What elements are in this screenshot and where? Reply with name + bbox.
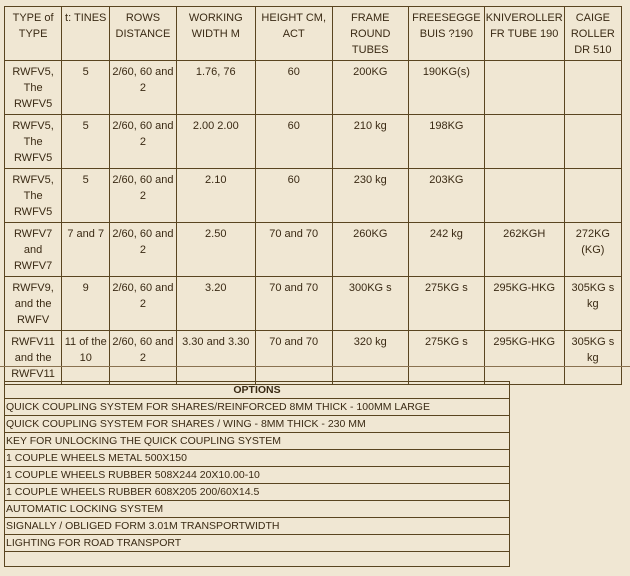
- cell-tines: 9: [62, 277, 110, 331]
- cell-freesegge: 275KG s: [409, 331, 485, 385]
- header-rows-distance: ROWS DISTANCE: [110, 7, 176, 61]
- cell-height: 60: [255, 115, 332, 169]
- cell-frame-round-tubes: 210 kg: [332, 115, 409, 169]
- list-item: [5, 501, 510, 518]
- cell-working-width: 3.30 and 3.30: [176, 331, 255, 385]
- cell-frame-round-tubes: 260KG: [332, 223, 409, 277]
- table-row: [5, 277, 622, 331]
- cell-height: 70 and 70: [255, 223, 332, 277]
- cell-frame-round-tubes: 200KG: [332, 61, 409, 115]
- option-label: KEY FOR UNLOCKING THE QUICK COUPLING SYSTEM: [5, 433, 510, 450]
- option-label: 1 COUPLE WHEELS RUBBER 508X244 20X10.00-10: [5, 467, 510, 484]
- cell-tines: 7 and 7: [62, 223, 110, 277]
- cell-type: RWFV5, The RWFV5: [5, 61, 62, 115]
- option-label: QUICK COUPLING SYSTEM FOR SHARES/REINFORCED 8MM THICK - 100MM LARGE: [5, 399, 510, 416]
- header-kniveroller: KNIVEROLLER FR TUBE 190: [484, 7, 564, 61]
- header-working-width: WORKING WIDTH M: [176, 7, 255, 61]
- cell-freesegge: 275KG s: [409, 277, 485, 331]
- options-table: [4, 381, 510, 567]
- empty-cell: [5, 552, 510, 567]
- cell-rows-distance: 2/60, 60 and 2: [110, 169, 176, 223]
- cell-kniveroller: [484, 115, 564, 169]
- header-height: HEIGHT CM, ACT: [255, 7, 332, 61]
- options-header-row: [5, 382, 510, 399]
- cell-rows-distance: 2/60, 60 and 2: [110, 331, 176, 385]
- cell-height: 60: [255, 61, 332, 115]
- option-label: 1 COUPLE WHEELS METAL 500X150: [5, 450, 510, 467]
- option-label: SIGNALLY / OBLIGED FORM 3.01M TRANSPORTWIDTH: [5, 518, 510, 535]
- cell-height: 70 and 70: [255, 331, 332, 385]
- cell-caige-roller: [564, 61, 621, 115]
- option-label: AUTOMATIC LOCKING SYSTEM: [5, 501, 510, 518]
- table-row: [5, 115, 622, 169]
- list-item: [5, 399, 510, 416]
- header-type: TYPE of TYPE: [5, 7, 62, 61]
- cell-caige-roller: 305KG s kg: [564, 277, 621, 331]
- cell-freesegge: 198KG: [409, 115, 485, 169]
- cell-kniveroller: [484, 61, 564, 115]
- cell-tines: 11 of the 10: [62, 331, 110, 385]
- cell-freesegge: 203KG: [409, 169, 485, 223]
- cell-rows-distance: 2/60, 60 and 2: [110, 61, 176, 115]
- table-row: [5, 169, 622, 223]
- cell-rows-distance: 2/60, 60 and 2: [110, 115, 176, 169]
- cell-kniveroller: [484, 169, 564, 223]
- specs-table: [4, 6, 622, 385]
- list-item: [5, 467, 510, 484]
- cell-working-width: 1.76, 76: [176, 61, 255, 115]
- cell-tines: 5: [62, 169, 110, 223]
- cell-type: RWFV7 and RWFV7: [5, 223, 62, 277]
- cell-tines: 5: [62, 61, 110, 115]
- header-tines: t: TINES: [62, 7, 110, 61]
- list-item: [5, 484, 510, 501]
- options-title: OPTIONS: [5, 382, 510, 399]
- list-item: [5, 416, 510, 433]
- table-row: [5, 61, 622, 115]
- cell-type: RWFV11 and the RWFV11: [5, 331, 62, 385]
- cell-rows-distance: 2/60, 60 and 2: [110, 223, 176, 277]
- cell-caige-roller: 272KG (KG): [564, 223, 621, 277]
- option-label: 1 COUPLE WHEELS RUBBER 608X205 200/60X14.5: [5, 484, 510, 501]
- cell-frame-round-tubes: 230 kg: [332, 169, 409, 223]
- cell-height: 60: [255, 169, 332, 223]
- cell-working-width: 2.10: [176, 169, 255, 223]
- cell-frame-round-tubes: 300KG s: [332, 277, 409, 331]
- cell-freesegge: 190KG(s): [409, 61, 485, 115]
- header-caige-roller: CAIGE ROLLER DR 510: [564, 7, 621, 61]
- cell-kniveroller: 295KG-HKG: [484, 331, 564, 385]
- cell-kniveroller: 262KGH: [484, 223, 564, 277]
- cell-type: RWFV9, and the RWFV: [5, 277, 62, 331]
- section-divider: [0, 366, 630, 367]
- cell-caige-roller: [564, 169, 621, 223]
- cell-height: 70 and 70: [255, 277, 332, 331]
- table-row: [5, 331, 622, 385]
- cell-type: RWFV5, The RWFV5: [5, 115, 62, 169]
- specs-header-row: [5, 7, 622, 61]
- cell-freesegge: 242 kg: [409, 223, 485, 277]
- table-row: [5, 223, 622, 277]
- cell-working-width: 2.50: [176, 223, 255, 277]
- cell-caige-roller: 305KG s kg: [564, 331, 621, 385]
- option-label: LIGHTING FOR ROAD TRANSPORT: [5, 535, 510, 552]
- cell-rows-distance: 2/60, 60 and 2: [110, 277, 176, 331]
- cell-working-width: 3.20: [176, 277, 255, 331]
- cell-caige-roller: [564, 115, 621, 169]
- option-label: QUICK COUPLING SYSTEM FOR SHARES / WING - 8MM THICK - 230 MM: [5, 416, 510, 433]
- header-frame-round-tubes: FRAME ROUND TUBES: [332, 7, 409, 61]
- empty-row: [5, 552, 510, 567]
- cell-working-width: 2.00 2.00: [176, 115, 255, 169]
- list-item: [5, 433, 510, 450]
- list-item: [5, 450, 510, 467]
- list-item: [5, 518, 510, 535]
- cell-kniveroller: 295KG-HKG: [484, 277, 564, 331]
- list-item: [5, 535, 510, 552]
- cell-tines: 5: [62, 115, 110, 169]
- cell-type: RWFV5, The RWFV5: [5, 169, 62, 223]
- cell-frame-round-tubes: 320 kg: [332, 331, 409, 385]
- header-freesegge: FREESEGGE BUIS ?190: [409, 7, 485, 61]
